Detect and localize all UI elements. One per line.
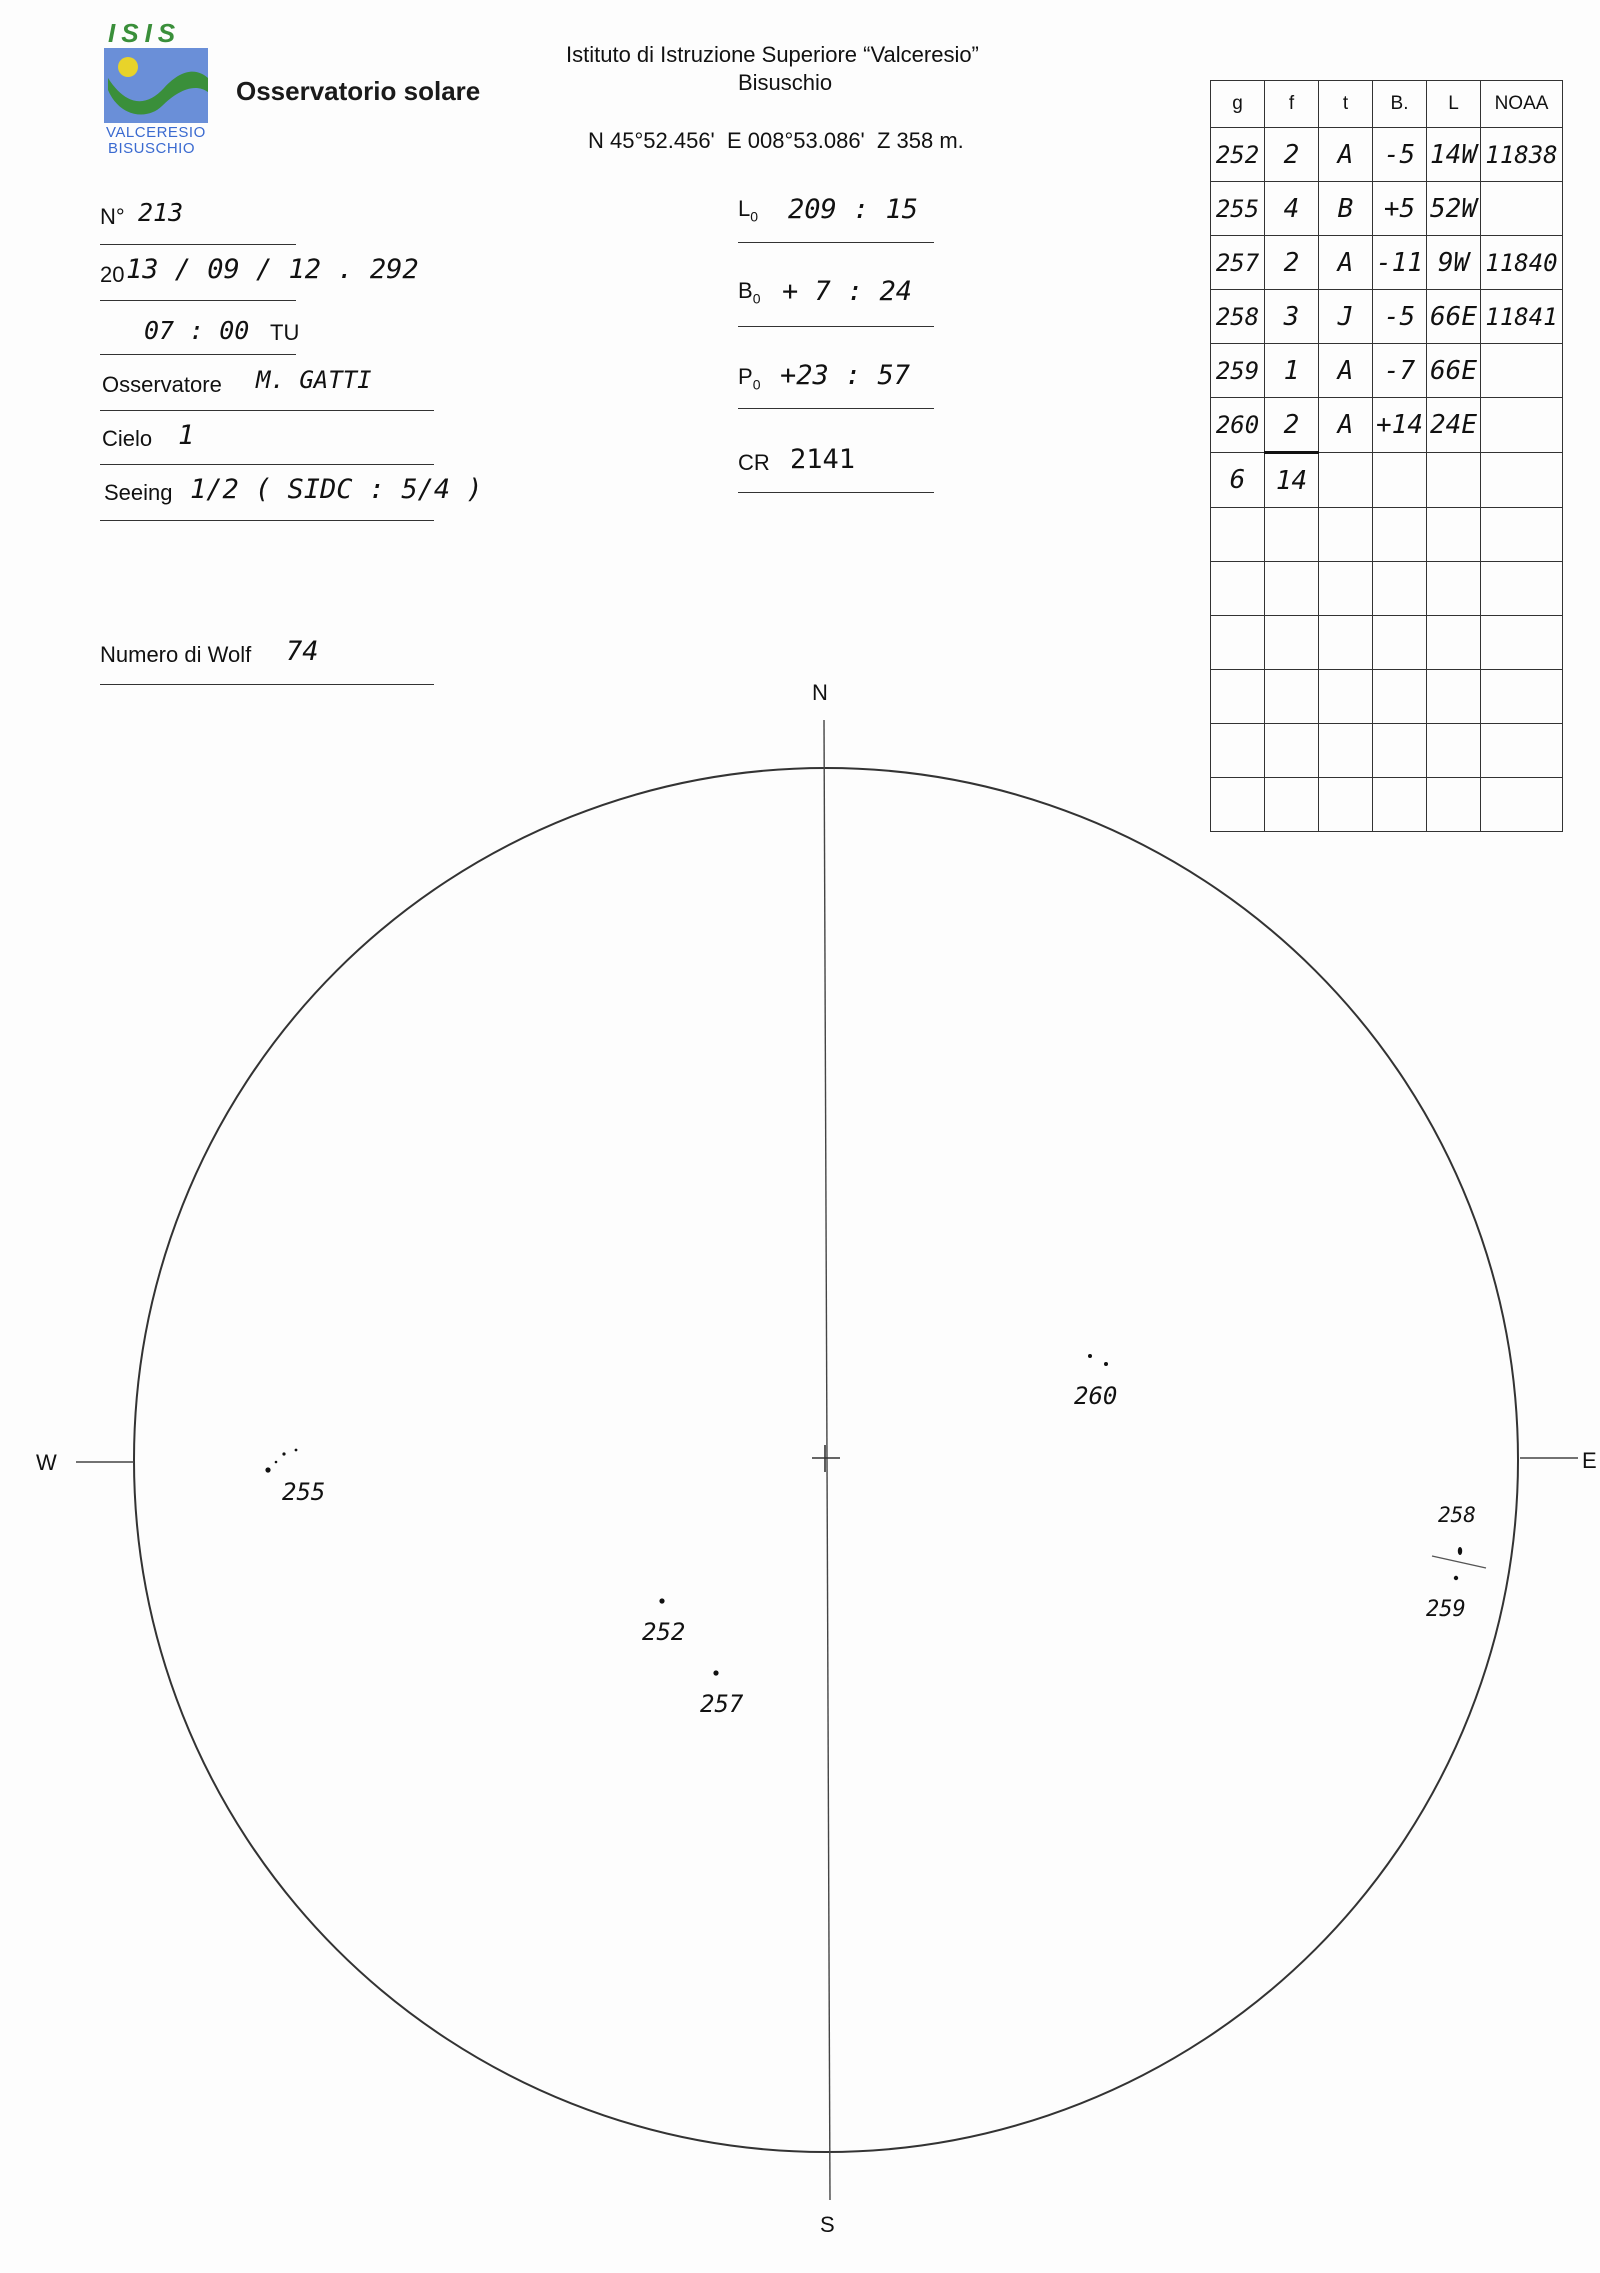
observer-value: M. GATTI: [256, 366, 372, 394]
header-f: f: [1265, 81, 1319, 128]
cell-f: 2: [1265, 128, 1319, 182]
cell-t: A: [1319, 398, 1373, 453]
number-label: N°: [100, 204, 125, 229]
cell-f: 2: [1265, 398, 1319, 453]
b0-value: + 7 : 24: [782, 276, 913, 307]
cell-t: A: [1319, 128, 1373, 182]
date-value: 13 / 09 / 12 . 292: [126, 254, 419, 285]
group-label-259: 259: [1426, 1597, 1466, 1622]
sky-label: Cielo: [102, 426, 153, 451]
seeing-label: Seeing: [104, 480, 173, 505]
cell-b: +14: [1373, 398, 1427, 453]
cr-label: CR: [738, 450, 770, 475]
cell-t: B: [1319, 182, 1373, 236]
wolf-value: 74: [286, 636, 319, 667]
observer-label: Osservatore: [102, 372, 222, 397]
spot-259: [1454, 1576, 1458, 1580]
cell-g: 260: [1211, 398, 1265, 453]
group-label-258: 258: [1438, 1503, 1476, 1527]
cell-l: 14W: [1427, 128, 1481, 182]
time-unit: TU: [270, 320, 300, 345]
group-label-260: 260: [1074, 1382, 1118, 1410]
header-b: B.: [1373, 81, 1427, 128]
cell-l: 66E: [1427, 344, 1481, 398]
west-label: W: [36, 1450, 57, 1475]
cell-b: +5: [1373, 182, 1427, 236]
spot-255-b: [282, 1452, 285, 1455]
group-label-255: 255: [282, 1478, 326, 1506]
cell-b: -5: [1373, 290, 1427, 344]
cell-f: 1: [1265, 344, 1319, 398]
total-g: 6: [1211, 453, 1265, 508]
header-g: g: [1211, 81, 1265, 128]
spot-255-c: [295, 1449, 298, 1452]
cell-t: A: [1319, 344, 1373, 398]
logo-bottom-line2: BISUSCHIO: [108, 140, 196, 157]
header-l: L: [1427, 81, 1481, 128]
cell-g: 255: [1211, 182, 1265, 236]
page-title: Osservatorio solare: [236, 76, 481, 106]
seeing-value: 1/2 ( SIDC : 5/4 ): [190, 474, 483, 505]
wolf-label: Numero di Wolf: [100, 642, 252, 667]
cell-l: 24E: [1427, 398, 1481, 453]
cell-noaa: 11838: [1481, 128, 1563, 182]
spot-257: [713, 1670, 718, 1675]
spot-252: [659, 1598, 664, 1603]
logo-top-text: ISIS: [108, 18, 182, 48]
l0-label: $L_0$: [738, 196, 759, 225]
cell-l: 9W: [1427, 236, 1481, 290]
header-t: t: [1319, 81, 1373, 128]
south-label: S: [820, 2212, 835, 2237]
group-label-252: 252: [642, 1618, 686, 1646]
spot-255-d: [275, 1461, 278, 1464]
institute-name: Istituto di Istruzione Superiore “Valceresio”: [566, 42, 979, 67]
time-value: 07 : 00: [144, 316, 250, 345]
north-label: N: [812, 680, 828, 705]
cell-f: 3: [1265, 290, 1319, 344]
date-prefix: 20: [100, 262, 125, 287]
cell-noaa: 11840: [1481, 236, 1563, 290]
station-coordinates: N 45°52.456' E 008°53.086' Z 358 m.: [588, 128, 964, 153]
cell-b: -7: [1373, 344, 1427, 398]
b0-label: $B_0$: [738, 278, 761, 307]
cell-b: -5: [1373, 128, 1427, 182]
sky-value: 1: [178, 420, 195, 451]
solar-disk-outline: [134, 768, 1518, 2152]
spot-260-b: [1104, 1362, 1108, 1366]
cell-f: 2: [1265, 236, 1319, 290]
east-label: E: [1582, 1448, 1597, 1473]
logo-bottom-line1: VALCERESIO: [106, 124, 206, 141]
number-value: 213: [138, 198, 184, 227]
spot-258: [1458, 1547, 1462, 1555]
l0-value: 209 : 15: [788, 194, 919, 225]
cell-t: J: [1319, 290, 1373, 344]
limb-marker-line: [1432, 1556, 1486, 1568]
p0-label: $P_0$: [738, 364, 761, 393]
group-label-257: 257: [700, 1690, 744, 1718]
header-noaa: NOAA: [1481, 81, 1563, 128]
cr-value: 2141: [790, 444, 856, 475]
p0-value: +23 : 57: [780, 360, 911, 391]
cell-g: 258: [1211, 290, 1265, 344]
cell-g: 252: [1211, 128, 1265, 182]
spot-260-a: [1088, 1354, 1092, 1358]
cell-noaa: 11841: [1481, 290, 1563, 344]
cell-t: A: [1319, 236, 1373, 290]
cell-b: -11: [1373, 236, 1427, 290]
spot-255-a: [265, 1467, 270, 1472]
cell-l: 66E: [1427, 290, 1481, 344]
cell-g: 259: [1211, 344, 1265, 398]
institute-town: Bisuschio: [738, 70, 833, 95]
cell-g: 257: [1211, 236, 1265, 290]
total-f: 14: [1265, 453, 1319, 508]
cell-l: 52W: [1427, 182, 1481, 236]
cell-f: 4: [1265, 182, 1319, 236]
